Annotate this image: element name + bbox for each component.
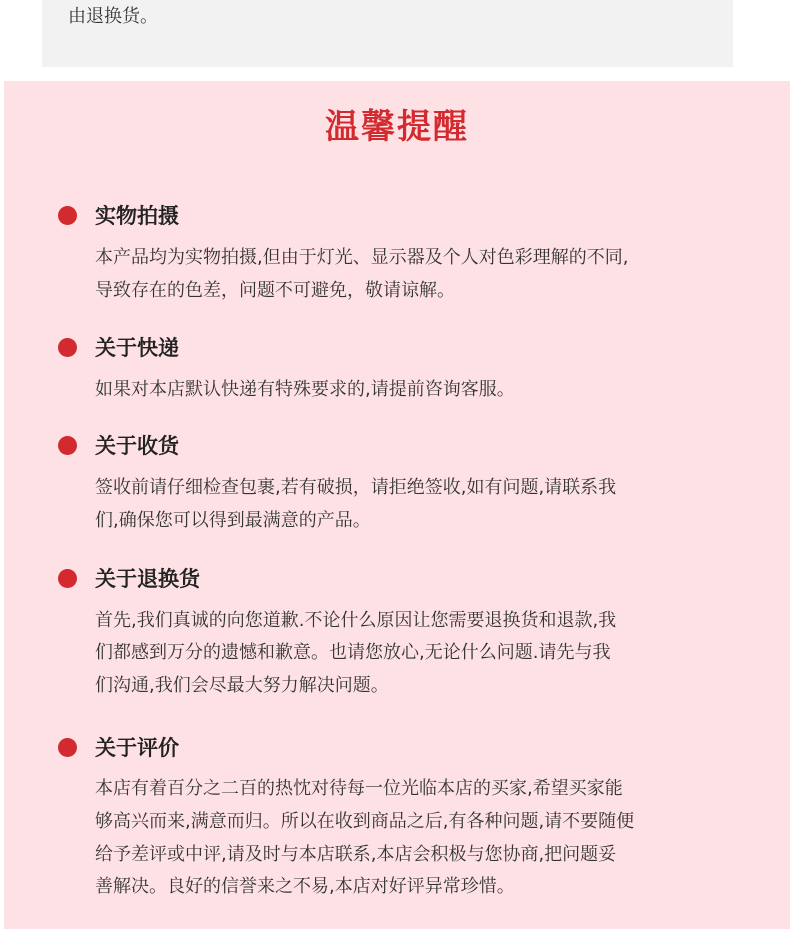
section-text-line: 们沟通,我们会尽最大努力解决问题。: [95, 675, 389, 696]
section-text-line: 导致存在的色差，问题不可避免，敬请谅解。: [95, 280, 455, 301]
section-text-line: 给予差评或中评,请及时与本店联系,本店会积极与您协商,把问题妥: [95, 844, 617, 865]
reminder-panel: [4, 81, 790, 929]
section-text-line: 够高兴而来,满意而归。所以在收到商品之后,有各种问题,请不要随便: [95, 811, 635, 832]
bullet-dot-icon: [58, 738, 77, 757]
previous-section-box: [42, 0, 733, 67]
section-text-line: 善解决。良好的信誉来之不易,本店对好评异常珍惜。: [95, 876, 515, 897]
section-text-line: 们,确保您可以得到最满意的产品。: [95, 510, 371, 531]
bullet-dot-icon: [58, 338, 77, 357]
section-text-line: 首先,我们真诚的向您道歉.不论什么原因让您需要退换货和退款,我: [95, 610, 617, 631]
previous-section-text: 由退换货。: [68, 6, 158, 27]
section-text-line: 如果对本店默认快递有特殊要求的,请提前咨询客服。: [95, 379, 515, 400]
section-text-line: 本产品均为实物拍摄,但由于灯光、显示器及个人对色彩理解的不同,: [95, 247, 629, 268]
section-title: 关于评价: [95, 736, 179, 760]
section-title: 关于快递: [95, 336, 179, 360]
section-text-line: 们都感到万分的遗憾和歉意。也请您放心,无论什么问题.请先与我: [95, 642, 611, 663]
section-text-line: 签收前请仔细检查包裹,若有破损，请拒绝签收,如有问题,请联系我: [95, 477, 617, 498]
bullet-dot-icon: [58, 206, 77, 225]
section-title: 实物拍摄: [95, 204, 179, 228]
section-title: 关于退换货: [95, 567, 200, 591]
bullet-dot-icon: [58, 436, 77, 455]
section-text-line: 本店有着百分之二百的热忱对待每一位光临本店的买家,希望买家能: [95, 778, 623, 799]
reminder-title: 温馨提醒: [325, 107, 469, 147]
bullet-dot-icon: [58, 569, 77, 588]
section-title: 关于收货: [95, 434, 179, 458]
